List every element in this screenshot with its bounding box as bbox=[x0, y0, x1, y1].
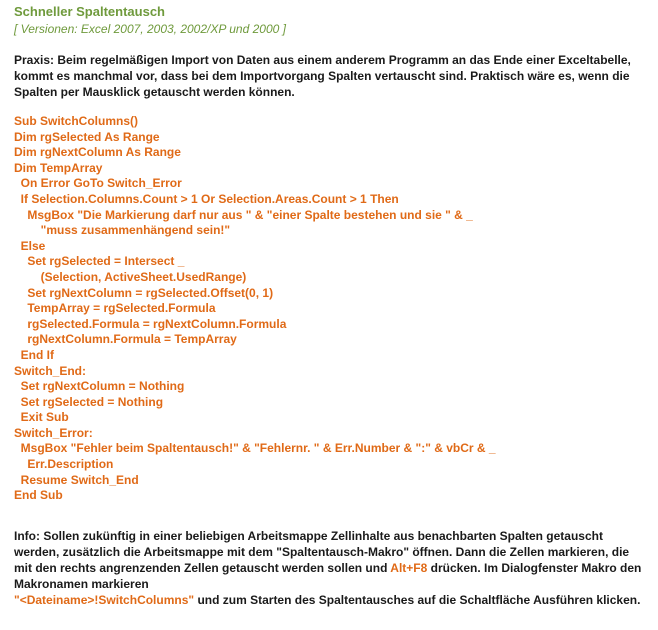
code-line: Sub SwitchColumns() bbox=[14, 114, 138, 128]
code-line: Set rgNextColumn = Nothing bbox=[14, 379, 185, 394]
code-line: Dim rgSelected As Range bbox=[14, 129, 160, 144]
code-line: Set rgSelected = Intersect _ bbox=[14, 254, 185, 269]
macro-name: "<Dateiname>!SwitchColumns" bbox=[14, 593, 195, 607]
code-line: Resume Switch_End bbox=[14, 472, 139, 487]
code-line: End Sub bbox=[14, 488, 63, 503]
code-line: End If bbox=[14, 347, 54, 362]
code-line: Set rgSelected = Nothing bbox=[14, 394, 164, 409]
code-line: MsgBox "Die Markierung darf nur aus " & "einer Spalte bestehen und sie " & _ bbox=[14, 207, 473, 222]
code-line: Exit Sub bbox=[14, 410, 69, 425]
code-line: Dim rgNextColumn As Range bbox=[14, 145, 181, 160]
version-note: [ Versionen: Excel 2007, 2003, 2002/XP und 2000 ] bbox=[14, 22, 286, 36]
code-line: If Selection.Columns.Count > 1 Or Selection.Areas.Count > 1 Then bbox=[14, 191, 399, 206]
code-line: MsgBox "Fehler beim Spaltentausch!" & "Fehlernr. " & Err.Number & ":" & vbCr & _ bbox=[14, 441, 496, 456]
shortcut-key: Alt+F8 bbox=[390, 561, 428, 575]
code-line: Switch_End: bbox=[14, 363, 87, 378]
code-line: rgSelected.Formula = rgNextColumn.Formula bbox=[14, 316, 287, 331]
vba-code-block bbox=[14, 114, 496, 504]
info-text-before: Info: Sollen zukünftig in einer beliebigen Arbeitsmappe Zellinhalte aus benachbarten Spalten getauscht werden, zusätzlich die Arbeitsmappe mit dem "Spaltentausch-Makro" öffnen. Dann die Zellen markieren, die mit den rechts angrenzenden Zellen getauscht werden sollen und bbox=[14, 529, 630, 575]
code-line: TempArray = rgSelected.Formula bbox=[14, 301, 216, 316]
code-line: Switch_Error: bbox=[14, 425, 93, 440]
code-line: Set rgNextColumn = rgSelected.Offset(0, 1) bbox=[14, 285, 274, 300]
code-line: "muss zusammenhängend sein!" bbox=[14, 223, 231, 238]
article-title: Schneller Spaltentausch bbox=[14, 4, 165, 19]
info-paragraph bbox=[14, 528, 646, 608]
code-line: Else bbox=[14, 238, 46, 253]
info-text-middle: drücken. Im Dialogfenster Makro den Makronamen markieren bbox=[14, 561, 642, 591]
code-line: Dim TempArray bbox=[14, 160, 103, 175]
code-line: rgNextColumn.Formula = TempArray bbox=[14, 332, 237, 347]
code-line: On Error GoTo Switch_Error bbox=[14, 176, 182, 191]
info-text-after: und zum Starten des Spaltentausches auf die Schaltfläche Ausführen klicken. bbox=[197, 593, 641, 607]
code-line: (Selection, ActiveSheet.UsedRange) bbox=[14, 269, 247, 284]
code-line: Err.Description bbox=[14, 457, 114, 472]
praxis-paragraph: Praxis: Beim regelmäßigen Import von Daten aus einem anderem Programm an das Ende einer Exceltabelle, kommt es manchmal vor, dass bei dem Importvorgang Spalten vertauscht sind. Praktisch wäre es, wenn die Spalten per Mausklick getauscht werden können. bbox=[14, 53, 631, 99]
